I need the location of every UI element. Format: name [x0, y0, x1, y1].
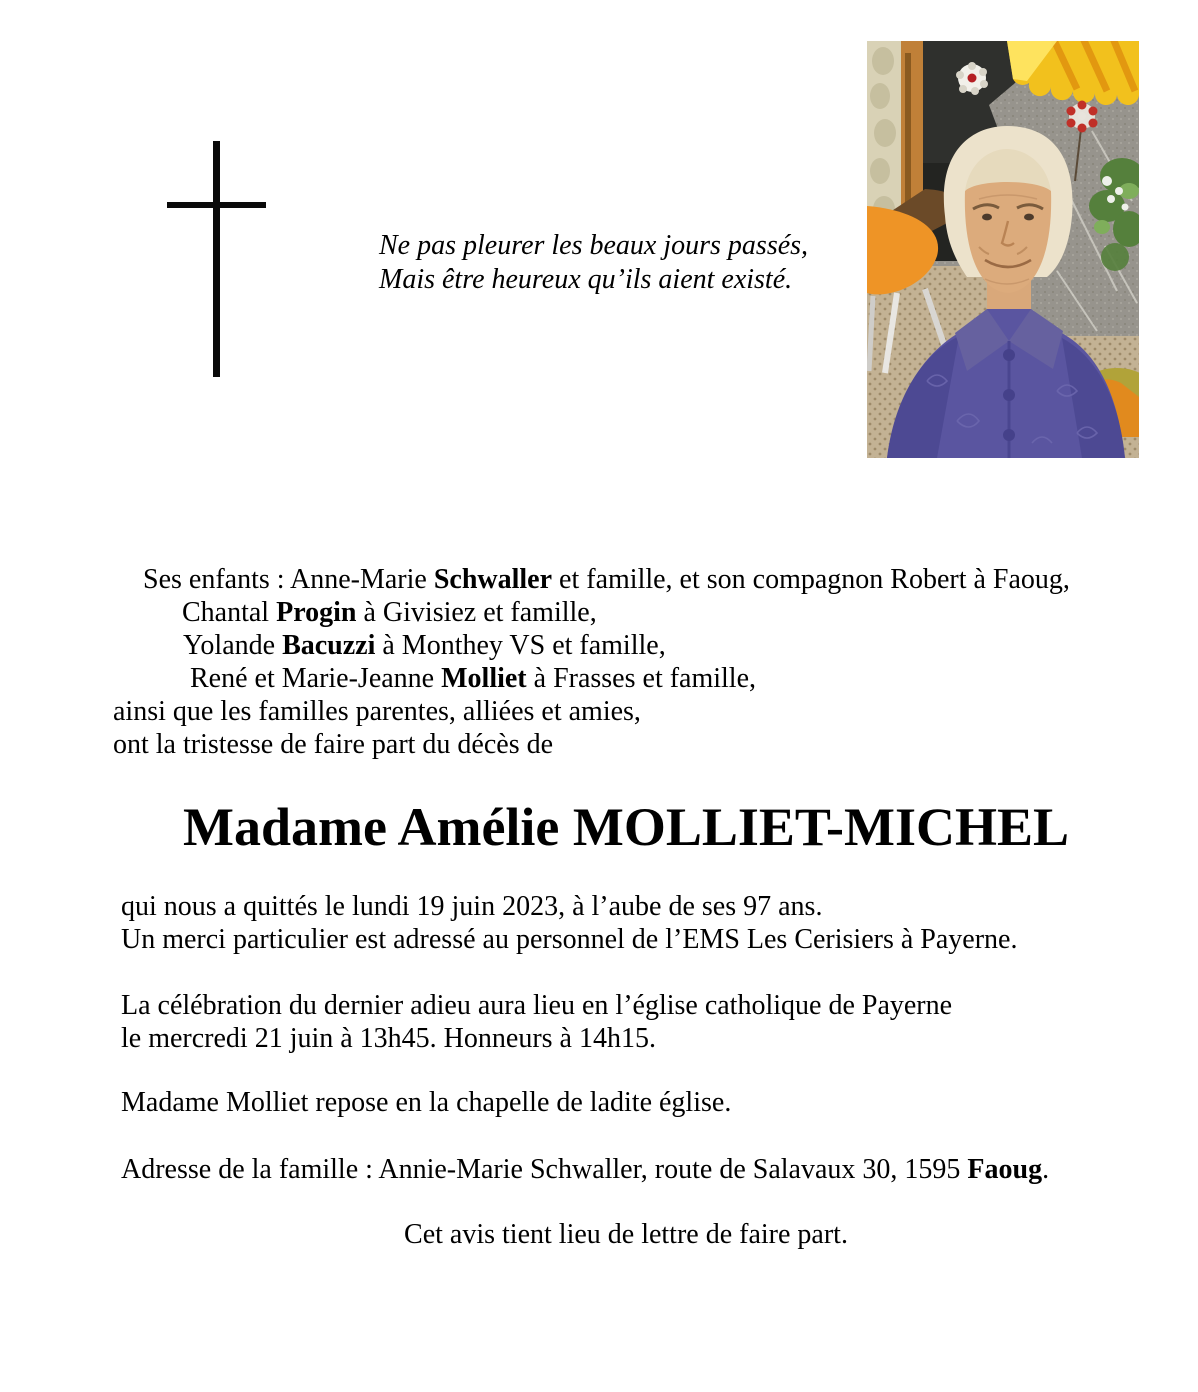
ceremony-line-1: La célébration du dernier adieu aura lieu en l’église catholique de Payerne [121, 990, 953, 1021]
portrait-photo-illustration [867, 41, 1139, 458]
deceased-name-title: Madame Amélie MOLLIET-MICHEL [183, 797, 1069, 857]
memorial-quote-line-2: Mais être heureux qu’ils aient existé. [379, 264, 793, 295]
family-list [113, 563, 1139, 761]
thanks-line: Un merci particulier est adressé au personnel de l’EMS Les Cerisiers à Payerne. [121, 924, 1018, 955]
memorial-quote-line-1: Ne pas pleurer les beaux jours passés, [379, 230, 809, 261]
ceremony-paragraph [113, 989, 1139, 1055]
portrait-photo [867, 41, 1139, 458]
ceremony-line-2: le mercredi 21 juin à 13h45. Honneurs à 14h15. [121, 1023, 656, 1054]
memorial-quote [379, 229, 808, 297]
cross-vertical-bar [213, 141, 220, 377]
family-line-relatives: ainsi que les familles parentes, alliées et amies, [113, 696, 641, 727]
family-line-yolande: Yolande Bacuzzi à Monthey VS et famille, [183, 630, 666, 661]
family-line-rene: René et Marie-Jeanne Molliet à Frasses et famille, [190, 663, 757, 694]
family-line-announcement: ont la tristesse de faire part du décès de [113, 729, 554, 760]
family-address-paragraph: Adresse de la famille : Annie-Marie Schwaller, route de Salavaux 30, 1595 Faoug. [121, 1154, 1050, 1185]
family-line-children: Ses enfants : Anne-Marie Schwaller et famille, et son compagnon Robert à Faoug, [143, 564, 1070, 595]
death-date-line: qui nous a quittés le lundi 19 juin 2023, à l’aube de ses 97 ans. [121, 891, 823, 922]
notice-text [113, 563, 1139, 1251]
cross-horizontal-bar [167, 202, 266, 208]
death-date-paragraph [113, 890, 1139, 956]
notice-footer: Cet avis tient lieu de lettre de faire part. [404, 1219, 848, 1250]
repose-paragraph: Madame Molliet repose en la chapelle de ladite église. [121, 1087, 732, 1118]
family-line-chantal: Chantal Progin à Givisiez et famille, [182, 597, 597, 628]
